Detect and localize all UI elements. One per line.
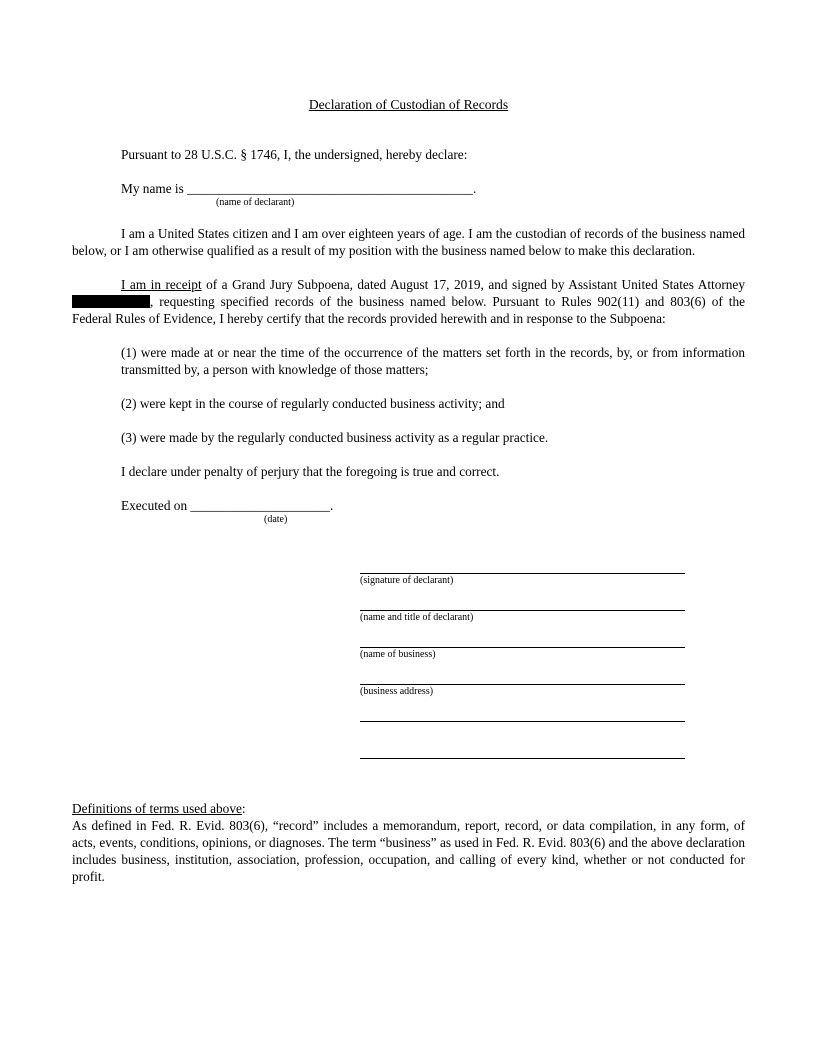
definitions-heading-suffix: : [241,801,246,816]
signature-row [360,735,745,772]
signature-block [360,550,745,772]
definitions-section [72,800,745,885]
name-title-line-field[interactable] [360,587,685,611]
signature-row [360,587,745,624]
signature-row [360,550,745,587]
signature-caption: (name of business) [360,649,436,660]
name-line-prefix: My name is [121,181,188,196]
extra-line-field[interactable] [360,698,685,722]
signature-row [360,624,745,661]
receipt-text-before-redaction: of a Grand Jury Subpoena, dated August 17, 2019, and signed by Assistant United States Attorney [201,277,745,292]
extra-line-field[interactable] [360,735,685,759]
document-title: Declaration of Custodian of Records [308,97,509,112]
executed-prefix: Executed on [121,498,191,513]
perjury-line: I declare under penalty of perjury that the foregoing is true and correct. [121,464,500,479]
list-item-3: (3) were made by the regularly conducted business activity as a regular practice. [121,430,549,445]
business-name-line-field[interactable] [360,624,685,648]
signature-caption [360,760,745,772]
signature-caption: (signature of declarant) [360,575,454,586]
name-line [72,180,745,197]
date-caption: (date) [264,514,288,525]
date-blank-field[interactable]: _____________________ [190,498,331,513]
business-address-line-field[interactable] [360,661,685,685]
definitions-heading [72,800,745,817]
definitions-heading-text: Definitions of terms used above [72,801,242,816]
definitions-body: As defined in Fed. R. Evid. 803(6), “record” includes a memorandum, report, record, or data compilation, in any form, of acts, events, conditions, opinions, or diagnoses. The term “business” as used in Fed. R. Evid. 803(6) and the above declaration includes business, institution, association, profession, occupation, and calling of every kind, whether or not conducted for profit. [72,818,745,884]
citizen-paragraph: I am a United States citizen and I am over eighteen years of age. I am the custodian of records of the business named below, or I am otherwise qualified as a result of my position with the business named below to make this declaration. [72,226,745,258]
intro-paragraph: Pursuant to 28 U.S.C. § 1746, I, the undersigned, hereby declare: [121,147,468,162]
name-caption: (name of declarant) [216,197,295,208]
list-item-2: (2) were kept in the course of regularly conducted business activity; and [121,396,505,411]
executed-line [72,497,745,514]
executed-suffix: . [330,498,334,513]
signature-row [360,698,745,735]
signature-line-field[interactable] [360,550,685,574]
signature-caption [360,723,745,735]
signature-caption: (business address) [360,686,434,697]
list-item-1: (1) were made at or near the time of the occurrence of the matters set forth in the records, by, or from information transmitted by, a person with knowledge of those matters; [121,345,745,377]
receipt-underlined-phrase: I am in receipt [121,277,202,292]
receipt-paragraph [72,276,745,327]
receipt-text-after-redaction: , requesting specified records of the business named below. Pursuant to Rules 902(11) and 803(6) of the Federal Rules of Evidence, I hereby certify that the records provided herewith and in response to the Subpoena: [72,294,745,326]
name-line-suffix: . [473,181,477,196]
name-blank-field[interactable]: ___________________________________________ [187,181,473,196]
signature-caption: (name and title of declarant) [360,612,474,623]
redaction-box [72,295,150,308]
signature-row [360,661,745,698]
